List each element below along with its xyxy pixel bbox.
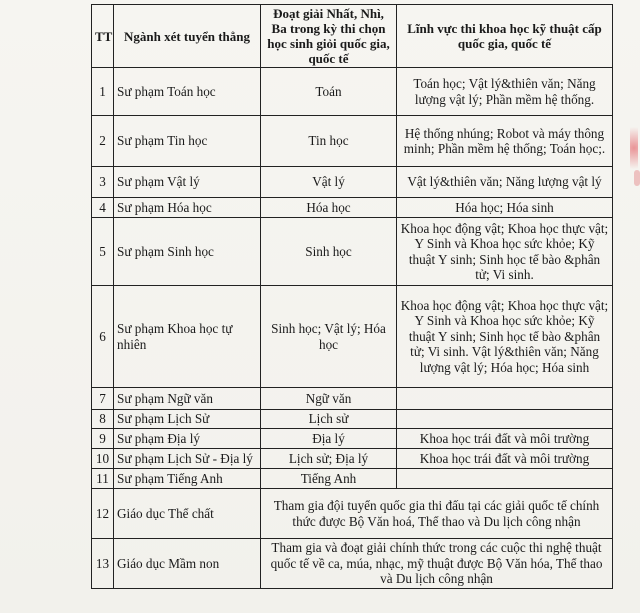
- admission-table: [91, 4, 613, 589]
- row-number-cell: 4: [92, 198, 114, 218]
- red-stamp-mark-small: [634, 170, 640, 186]
- table-header-row: [92, 5, 613, 68]
- table-body: [92, 68, 613, 589]
- major-cell: Giáo dục Mầm non: [114, 539, 261, 589]
- major-cell: Giáo dục Thể chất: [114, 489, 261, 539]
- award-subject-cell: Lịch sử: [261, 410, 397, 429]
- table-row: [92, 539, 613, 589]
- major-cell: Sư phạm Khoa học tự nhiên: [114, 286, 261, 388]
- header-field: Lĩnh vực thi khoa học kỹ thuật cấp quốc gia, quốc tế: [397, 5, 613, 68]
- major-cell: Sư phạm Tin học: [114, 116, 261, 167]
- header-tt: TT: [92, 5, 114, 68]
- major-cell: Sư phạm Toán học: [114, 68, 261, 116]
- table-row: [92, 449, 613, 469]
- science-field-cell: Khoa học trái đất và môi trường: [397, 429, 613, 449]
- table-row: [92, 218, 613, 286]
- row-number-cell: 5: [92, 218, 114, 286]
- science-field-cell: [397, 469, 613, 489]
- science-field-cell: Khoa học trái đất và môi trường: [397, 449, 613, 469]
- science-field-cell: [397, 410, 613, 429]
- row-number-cell: 1: [92, 68, 114, 116]
- row-number-cell: 12: [92, 489, 114, 539]
- row-number-cell: 9: [92, 429, 114, 449]
- requirement-merged-cell: Tham gia đội tuyển quốc gia thi đấu tại các giải quốc tế chính thức được Bộ Văn hoá, Thể thao và Du lịch công nhận: [261, 489, 613, 539]
- table-row: [92, 489, 613, 539]
- major-cell: Sư phạm Địa lý: [114, 429, 261, 449]
- row-number-cell: 11: [92, 469, 114, 489]
- award-subject-cell: Ngữ văn: [261, 388, 397, 410]
- header-major: Ngành xét tuyển thẳng: [114, 5, 261, 68]
- award-subject-cell: Sinh học: [261, 218, 397, 286]
- science-field-cell: Hệ thống nhúng; Robot và máy thông minh; Phần mềm hệ thống; Toán học;.: [397, 116, 613, 167]
- award-subject-cell: Địa lý: [261, 429, 397, 449]
- major-cell: Sư phạm Sinh học: [114, 218, 261, 286]
- award-subject-cell: Tiếng Anh: [261, 469, 397, 489]
- requirement-merged-cell: Tham gia và đoạt giải chính thức trong các cuộc thi nghệ thuật quốc tế về ca, múa, nhạc, mỹ thuật được Bộ Văn hóa, Thể thao và Du lịch công nhận: [261, 539, 613, 589]
- award-subject-cell: Lịch sử; Địa lý: [261, 449, 397, 469]
- red-stamp-mark: [630, 118, 638, 178]
- major-cell: Sư phạm Lịch Sử - Địa lý: [114, 449, 261, 469]
- major-cell: Sư phạm Ngữ văn: [114, 388, 261, 410]
- award-subject-cell: Vật lý: [261, 167, 397, 198]
- science-field-cell: Khoa học động vật; Khoa học thực vật; Y Sinh và Khoa học sức khỏe; Kỹ thuật Y sinh; Sinh học tế bào &phân tử; Vi sinh. Vật lý&thiên văn; Năng lượng vật lý; Hóa học; Hóa sinh: [397, 286, 613, 388]
- table-row: [92, 469, 613, 489]
- row-number-cell: 2: [92, 116, 114, 167]
- row-number-cell: 13: [92, 539, 114, 589]
- award-subject-cell: Toán: [261, 68, 397, 116]
- table-row: [92, 68, 613, 116]
- row-number-cell: 10: [92, 449, 114, 469]
- table-row: [92, 410, 613, 429]
- table-row: [92, 116, 613, 167]
- table-row: [92, 198, 613, 218]
- science-field-cell: Hóa học; Hóa sinh: [397, 198, 613, 218]
- table-row: [92, 167, 613, 198]
- row-number-cell: 6: [92, 286, 114, 388]
- major-cell: Sư phạm Hóa học: [114, 198, 261, 218]
- header-award: Đoạt giải Nhất, Nhì, Ba trong kỳ thi chọn học sinh giỏi quốc gia, quốc tế: [261, 5, 397, 68]
- science-field-cell: [397, 388, 613, 410]
- table-row: [92, 388, 613, 410]
- table-row: [92, 429, 613, 449]
- award-subject-cell: Tin học: [261, 116, 397, 167]
- science-field-cell: Toán học; Vật lý&thiên văn; Năng lượng vật lý; Phần mềm hệ thống.: [397, 68, 613, 116]
- award-subject-cell: Hóa học: [261, 198, 397, 218]
- science-field-cell: Khoa học động vật; Khoa học thực vật; Y Sinh và Khoa học sức khỏe; Kỹ thuật Y sinh; Sinh học tế bào &phân tử; Vi sinh.: [397, 218, 613, 286]
- table-row: [92, 286, 613, 388]
- science-field-cell: Vật lý&thiên văn; Năng lượng vật lý: [397, 167, 613, 198]
- major-cell: Sư phạm Vật lý: [114, 167, 261, 198]
- major-cell: Sư phạm Lịch Sử: [114, 410, 261, 429]
- row-number-cell: 7: [92, 388, 114, 410]
- award-subject-cell: Sinh học; Vật lý; Hóa học: [261, 286, 397, 388]
- major-cell: Sư phạm Tiếng Anh: [114, 469, 261, 489]
- row-number-cell: 8: [92, 410, 114, 429]
- row-number-cell: 3: [92, 167, 114, 198]
